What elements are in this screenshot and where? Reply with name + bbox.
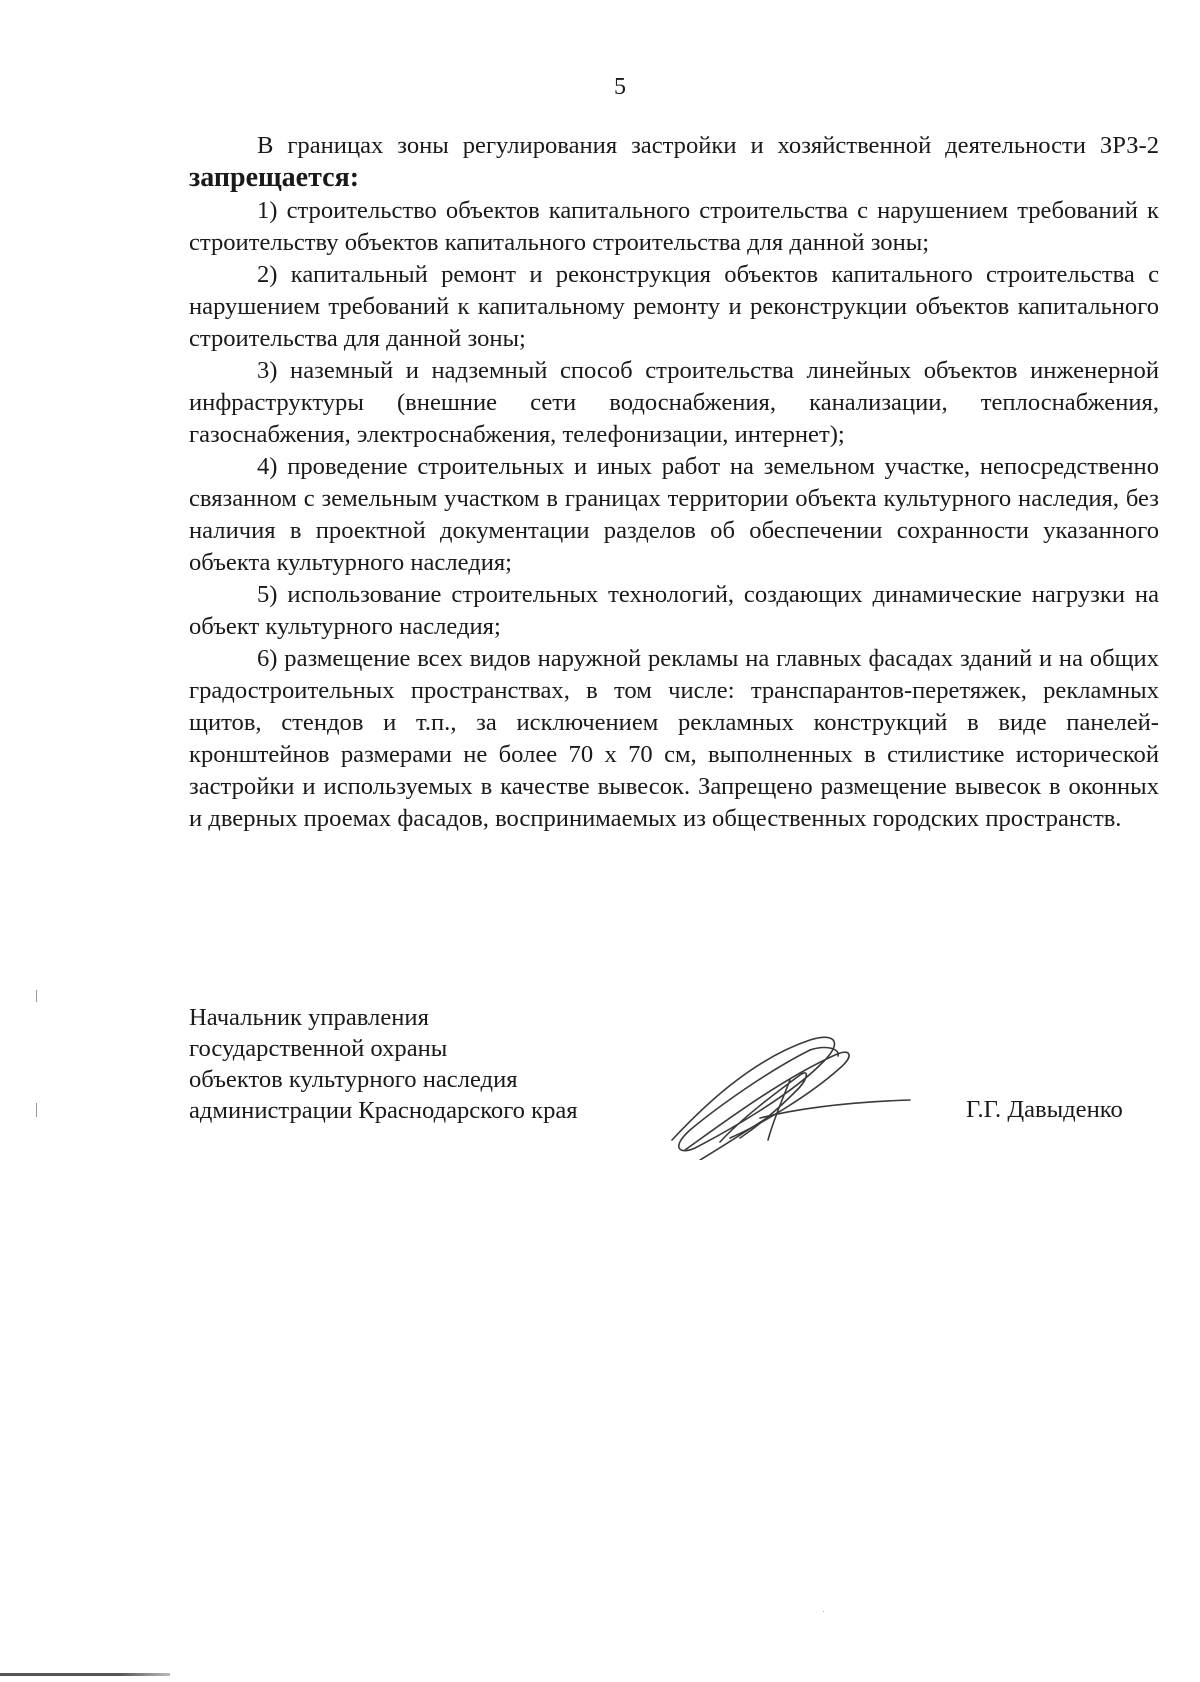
signer-title-line: администрации Краснодарского края [189,1097,578,1124]
list-item-2: 2) капитальный ремонт и реконструкция объектов капитального строительства с нарушением требований к капитальному ремонту и реконструкции объектов капитального строительства для данной зоны; [189,261,1159,352]
list-item-6: 6) размещение всех видов наружной рекламы на главных фасадах зданий и на общих градостроительных пространствах, в том числе: транспарантов-перетяжек, рекламных щитов, стендов и т.п., за исключением рекламных конструкций в виде панелей-кронштейнов размерами не более 70 х 70 см, выполненных в стилистике исторической застройки и используемых в качестве вывесок. Запрещено размещение вывесок в оконных и дверных проемах фасадов, воспринимаемых из общественных городских пространств. [189,645,1159,832]
signer-title-line: Начальник управления [189,1004,429,1031]
intro-emphasis: запрещается: [189,162,360,193]
intro-text: В границах зоны регулирования застройки и хозяйственной деятельности ЗРЗ-2 [257,132,1159,159]
intro-paragraph [189,130,1159,195]
scan-edge-line [0,1673,170,1676]
list-item-5: 5) использование строительных технологий, создающих динамические нагрузки на объект культурного наследия; [189,581,1159,640]
handwritten-signature [660,1020,920,1160]
list-item-4: 4) проведение строительных и иных работ на земельном участке, непосредственно связанном с земельным участком в границах территории объекта культурного наследия, без наличия в проектной документации разделов об обеспечении сохранности указанного объекта культурного наследия; [189,453,1159,576]
page-number: 5 [614,74,626,100]
signer-title-line: государственной охраны [189,1035,448,1062]
list-item-3: 3) наземный и надземный способ строительства линейных объектов инженерной инфраструктуры (внешние сети водоснабжения, канализации, теплоснабжения, газоснабжения, электроснабжения, телефонизации, интернет); [189,357,1159,448]
scan-speck [823,1611,824,1612]
signer-title-line: объектов культурного наследия [189,1066,518,1093]
scan-mark [36,990,37,1002]
signer-title [189,1002,649,1126]
scan-mark [36,1103,37,1117]
document-body [189,130,1159,835]
signer-name: Г.Г. Давыденко [966,1096,1123,1123]
list-item-1: 1) строительство объектов капитального строительства с нарушением требований к строительству объектов капитального строительства для данной зоны; [189,197,1159,256]
